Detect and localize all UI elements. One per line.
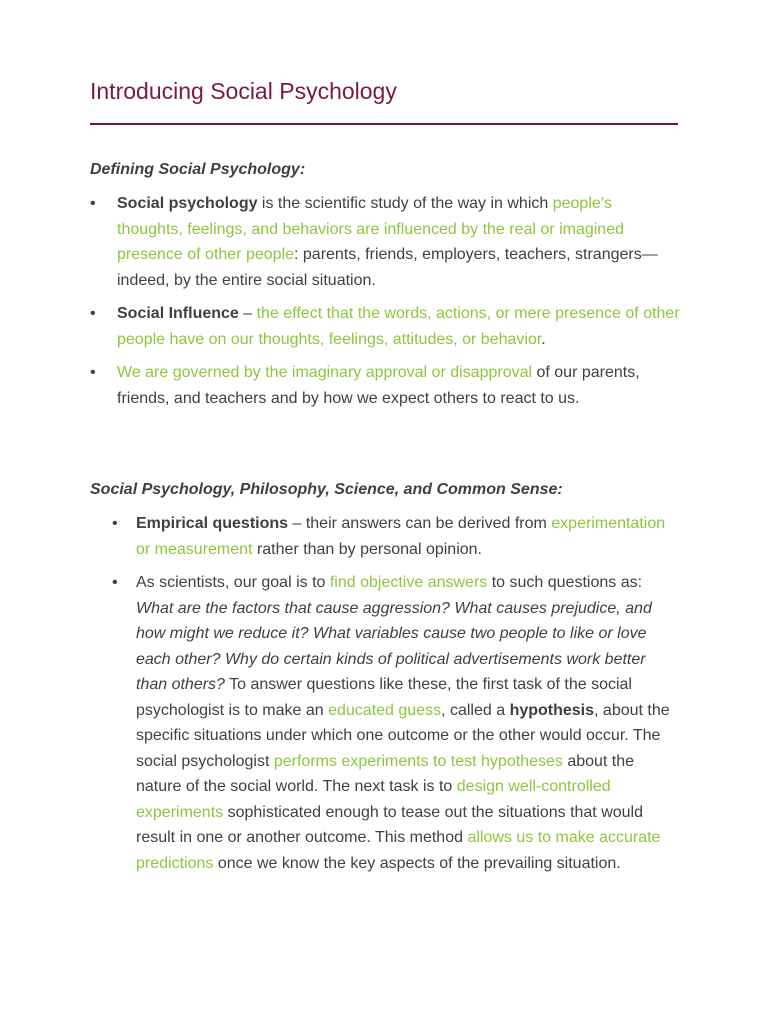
- list-item-scientists-goal: [112, 570, 680, 876]
- highlighted-text: the effect that the words, actions, or mere presence of other people have on our thoughts, feelings, attitudes, or behavior: [117, 305, 680, 348]
- section-heading-philosophy: Social Psychology, Philosophy, Science, and Common Sense:: [90, 481, 563, 498]
- highlighted-text: We are governed by the imaginary approval or disapproval: [117, 364, 533, 381]
- highlighted-text: people’s thoughts, feelings, and behaviors are influenced by the real or imagined presence of other people: [117, 195, 624, 263]
- text: .: [541, 330, 546, 348]
- term: Empirical questions: [136, 515, 289, 532]
- highlighted-text: design well-controlled experiments: [136, 778, 611, 821]
- text: , about the specific situations under which one outcome or the other would occur. The social psychologist: [136, 701, 670, 770]
- term: Social Influence: [117, 305, 239, 322]
- term: Social psychology: [117, 195, 258, 212]
- text: , called a: [441, 701, 510, 719]
- term: hypothesis: [509, 701, 595, 719]
- text: To answer questions like these, the first task of the social psychologist is to make an: [136, 676, 632, 719]
- text: to such questions as:: [487, 574, 643, 591]
- text: of our parents, friends, and teachers and by how we expect others to react to us.: [117, 364, 640, 407]
- bullet-icon: •: [112, 515, 118, 532]
- bullet-icon: •: [90, 364, 96, 381]
- text: sophisticated enough to tease out the situations that would result in one or another outcome. This method: [136, 803, 643, 846]
- text: is the scientific study of the way in which: [257, 195, 553, 212]
- highlighted-text: find objective answers: [329, 574, 488, 591]
- list-item-social-influence: [90, 301, 680, 352]
- highlighted-text: educated guess: [328, 701, 442, 719]
- text: once we know the key aspects of the prevailing situation.: [213, 854, 621, 872]
- list-item-social-psychology: [90, 191, 680, 293]
- highlighted-text: allows us to make accurate predictions: [136, 829, 661, 872]
- text: As scientists, our goal is to: [136, 574, 330, 591]
- page-title: Introducing Social Psychology: [90, 78, 397, 104]
- italic-questions: What are the factors that cause aggression? What causes prejudice, and how might we reduce it? What variables cause two people to like or love each other? Why do certain kinds of political advertisements work better than others?: [136, 599, 652, 693]
- title-divider: [90, 123, 678, 125]
- definitions-list: [90, 191, 680, 411]
- bullet-icon: •: [112, 574, 118, 591]
- bullet-icon: •: [90, 195, 96, 212]
- list-item-approval: [90, 360, 680, 411]
- list-item-empirical-questions: [112, 511, 680, 562]
- section-heading-defining: Defining Social Psychology:: [90, 161, 306, 178]
- text: : parents, friends, employers, teachers, strangers—indeed, by the entire social situation.: [117, 246, 658, 289]
- text: rather than by personal opinion.: [252, 540, 482, 558]
- highlighted-text: performs experiments to test hypotheses: [273, 752, 563, 770]
- text: about the nature of the social world. The next task is to: [136, 752, 635, 795]
- text: – their answers can be derived from: [288, 515, 552, 532]
- science-list: [112, 511, 680, 876]
- bullet-icon: •: [90, 305, 96, 322]
- text: –: [238, 305, 257, 322]
- highlighted-text: experimentation or measurement: [136, 515, 666, 558]
